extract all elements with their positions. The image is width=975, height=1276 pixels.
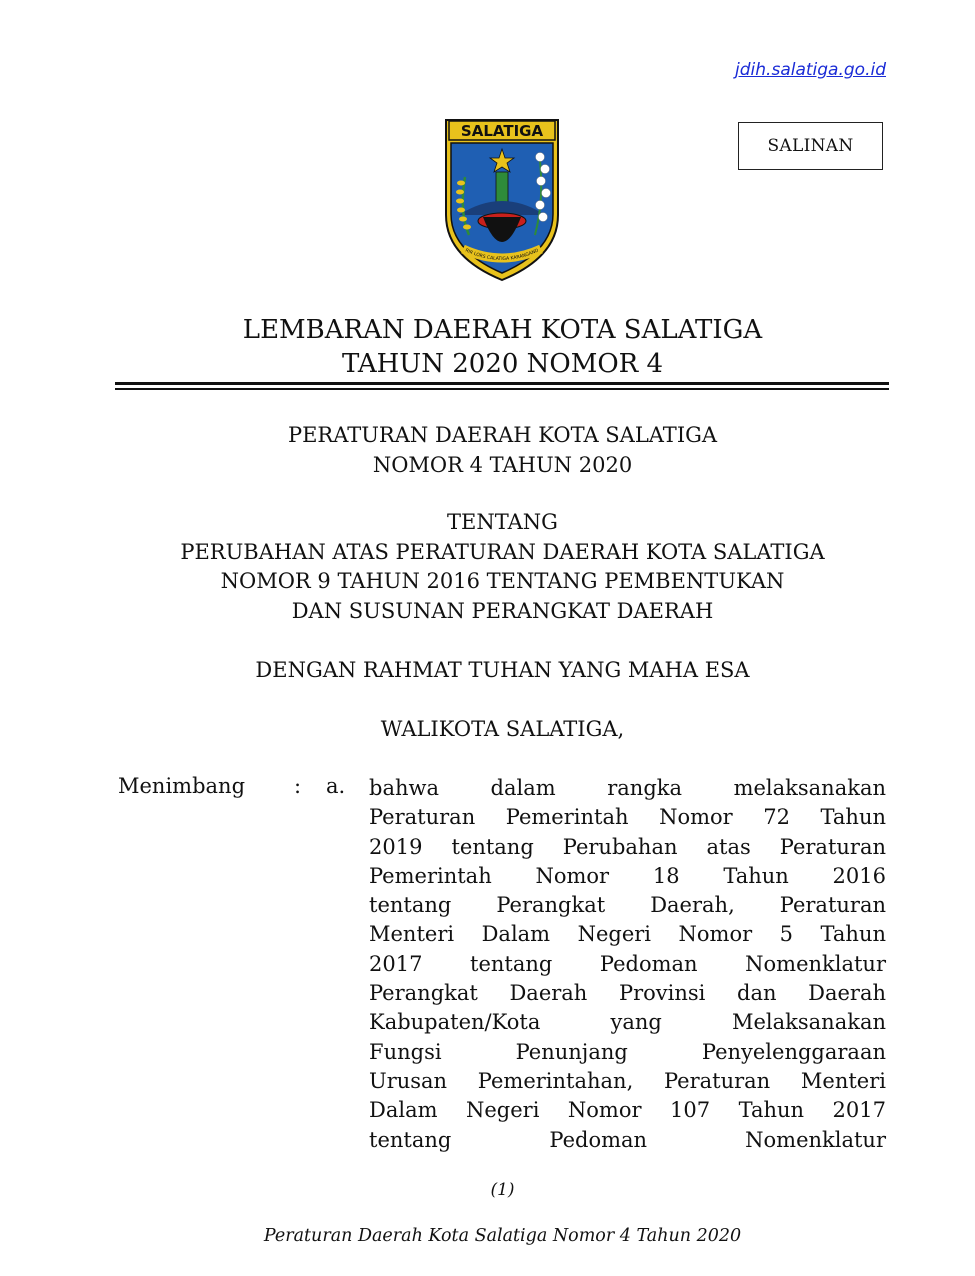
gazette-title-line2: TAHUN 2020 NOMOR 4 (341, 349, 664, 379)
regulation-title-line2: NOMOR 4 TAHUN 2020 (372, 452, 633, 477)
gazette-title (0, 313, 975, 381)
page-footer: Peraturan Daerah Kota Salatiga Nomor 4 Tahun 2020 (263, 1226, 742, 1246)
paragraph-line: bahwa dalam rangka melaksanakan (369, 776, 886, 800)
source-link[interactable]: jdih.salatiga.go.id (735, 60, 886, 80)
page-number: (1) (490, 1180, 515, 1200)
paragraph-line: Peraturan Pemerintah Nomor 72 Tahun (369, 805, 886, 830)
salatiga-emblem-icon (443, 117, 561, 283)
emblem-banner-text: SALATIGA (460, 122, 544, 140)
subject-heading: TENTANG (447, 510, 558, 534)
regulation-title (0, 421, 975, 480)
paragraph-line: Urusan Pemerintahan, Peraturan Menteri (369, 1068, 886, 1093)
invocation: DENGAN RAHMAT TUHAN YANG MAHA ESA (255, 658, 750, 682)
considering-item-letter: a. (326, 774, 346, 798)
considering-paragraph (369, 774, 886, 1155)
considering-label: Menimbang (118, 774, 246, 798)
paragraph-line: Kabupaten/Kota yang Melaksanakan (369, 1010, 886, 1035)
paragraph-line: Perangkat Daerah Provinsi dan Daerah (369, 981, 886, 1006)
paragraph-line: tentang Perangkat Daerah, Peraturan (369, 893, 886, 918)
regulation-subject (0, 508, 975, 626)
paragraph-line: Dalam Negeri Nomor 107 Tahun 2017 (369, 1098, 886, 1123)
paragraph-line: Menteri Dalam Negeri Nomor 5 Tahun (369, 922, 886, 947)
gazette-title-line1: LEMBARAN DAERAH KOTA SALATIGA (242, 315, 763, 345)
paragraph-line: 2019 tentang Perubahan atas Peraturan (369, 834, 886, 859)
authority: WALIKOTA SALATIGA, (380, 717, 625, 741)
paragraph-line: Fungsi Penunjang Penyelenggaraan (369, 1039, 886, 1064)
salinan-stamp: SALINAN (738, 122, 883, 170)
paragraph-line: tentang Pedoman Nomenklatur (369, 1127, 886, 1152)
regulation-title-line1: PERATURAN DAERAH KOTA SALATIGA (287, 423, 718, 447)
paragraph-line: Pemerintah Nomor 18 Tahun 2016 (369, 863, 886, 888)
subject-line3: DAN SUSUNAN PERANGKAT DAERAH (291, 598, 714, 623)
title-divider-thin (115, 388, 889, 390)
subject-line2: NOMOR 9 TAHUN 2016 TENTANG PEMBENTUKAN (220, 569, 785, 593)
emblem-motto: RIR LORS CALATIGA KARANGAND (464, 248, 540, 263)
title-divider-thick (115, 382, 889, 385)
subject-line1: PERUBAHAN ATAS PERATURAN DAERAH KOTA SALATIGA (180, 539, 825, 564)
considering-colon: : (294, 774, 302, 798)
paragraph-line: 2017 tentang Pedoman Nomenklatur (369, 951, 886, 976)
